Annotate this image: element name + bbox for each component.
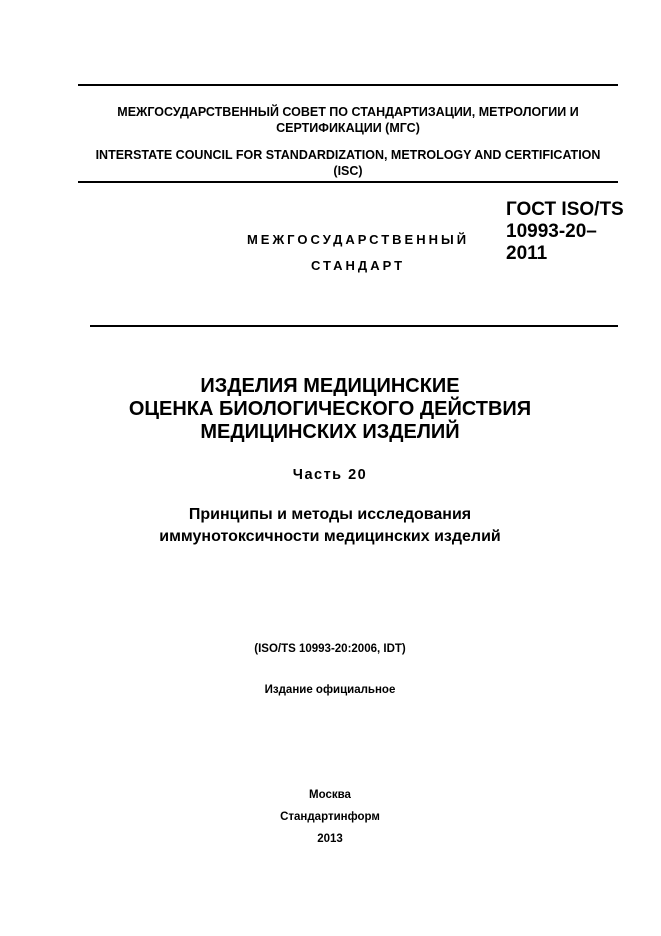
standard-type-line1: МЕЖГОСУДАРСТВЕННЫЙ <box>246 232 470 247</box>
title-line2: ОЦЕНКА БИОЛОГИЧЕСКОГО ДЕЙСТВИЯ <box>128 398 532 420</box>
council-name-en: INTERSTATE COUNCIL FOR STANDARDIZATION, METROLOGY AND CERTIFICATION (ISC) <box>95 148 601 178</box>
iso-reference: (ISO/TS 10993-20:2006, IDT) <box>254 643 406 655</box>
part-number: Часть 20 <box>292 467 368 483</box>
subtitle-line2: иммунотоксичности медицинских изделий <box>159 528 501 545</box>
standard-code-line3: 2011 <box>506 243 548 264</box>
title-line1: ИЗДЕЛИЯ МЕДИЦИНСКИЕ <box>200 375 460 397</box>
standard-type-line2: СТАНДАРТ <box>310 258 406 273</box>
title-line3: МЕДИЦИНСКИХ ИЗДЕЛИЙ <box>200 421 460 443</box>
header-rule <box>78 181 618 183</box>
subtitle-line1: Принципы и методы исследования <box>188 506 472 523</box>
code-rule <box>90 325 618 327</box>
imprint-publisher: Стандартинформ <box>280 811 380 823</box>
document-title <box>60 375 600 444</box>
standard-code-line1: ГОСТ ISO/TS <box>506 199 624 220</box>
council-name-ru: МЕЖГОСУДАРСТВЕННЫЙ СОВЕТ ПО СТАНДАРТИЗАЦИИ, МЕТРОЛОГИИ И СЕРТИФИКАЦИИ (МГС) <box>117 105 579 135</box>
edition-note: Издание официальное <box>264 684 396 696</box>
imprint-year: 2013 <box>317 833 343 845</box>
document-subtitle <box>60 504 600 548</box>
imprint-city: Москва <box>309 789 351 801</box>
standard-code-line2: 10993-20– <box>506 221 597 242</box>
top-rule <box>78 84 618 86</box>
standard-code <box>506 199 646 265</box>
